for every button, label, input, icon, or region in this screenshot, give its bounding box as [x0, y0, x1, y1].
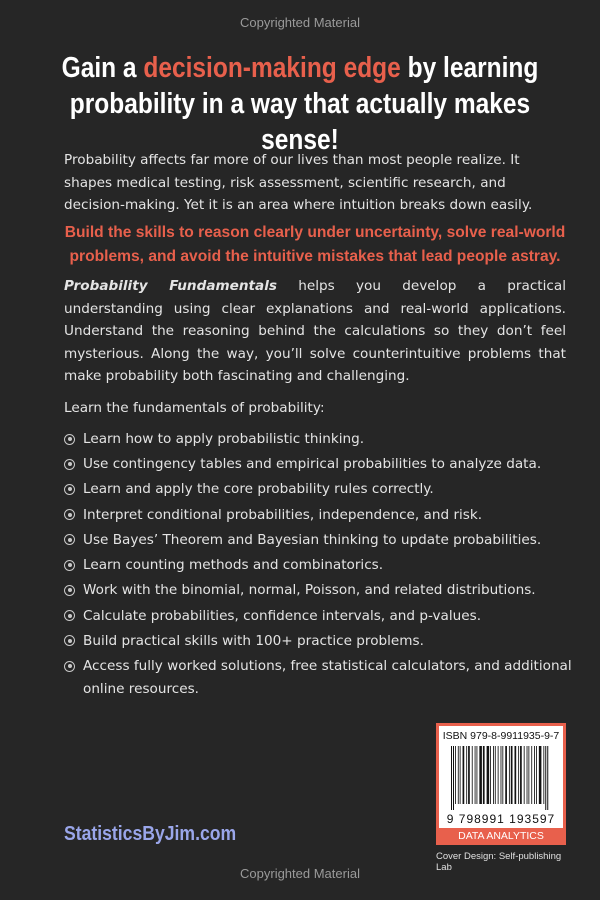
circle-dot-icon [64, 661, 75, 672]
list-item [64, 630, 576, 653]
list-item-text: Use contingency tables and empirical probabilities to analyze data. [83, 456, 542, 473]
barcode-bar [518, 746, 519, 804]
barcode-bar [460, 746, 461, 804]
list-item [64, 655, 576, 700]
list-item-text: Learn how to apply probabilistic thinking. [83, 431, 365, 447]
list-item [64, 428, 576, 451]
headline-accent: decision-making edge [143, 52, 401, 84]
barcode-bar [509, 746, 510, 804]
barcode-icon [449, 746, 553, 810]
headline [59, 50, 541, 158]
barcode-bar [490, 746, 491, 804]
list-item-text: Build practical skills with 100+ practice problems. [83, 632, 424, 649]
list-item [64, 579, 576, 602]
circle-dot-icon [64, 434, 75, 445]
barcode-bar [458, 746, 459, 804]
barcode-bar [539, 746, 542, 804]
barcode-bar [545, 746, 546, 810]
barcode-bar [495, 746, 496, 804]
barcode-number: 9 798991 193597 [446, 812, 556, 826]
list-item [64, 478, 576, 501]
isbn-label: ISBN 979-8-9911935-9-7 [442, 730, 560, 742]
list-item-text: Interpret conditional probabilities, independence, and risk. [83, 506, 483, 523]
cover-credit: Cover Design: Self-publishing Lab [436, 851, 562, 873]
barcode-bar [531, 746, 532, 804]
book-description-text: helps you develop a practical understanding using clear explanations and real-world applications. Understand the reasoning behind the calculations so they don’t feel mysterious. Along the way, you’ll solve counterintuitive problems that make probability both fascinating and challenging. [64, 278, 566, 385]
barcode-bar [515, 746, 517, 804]
headline-text-start: Gain a [61, 52, 144, 84]
watermark-top: Copyrighted Material [240, 15, 360, 30]
barcode-bar [505, 746, 507, 804]
barcode-bar [487, 746, 490, 804]
website-link[interactable]: StatisticsByJim.com [64, 823, 237, 845]
barcode-bar [472, 746, 473, 804]
circle-dot-icon [64, 610, 75, 621]
intro-paragraph: Probability affects far more of our lives than most people realize. It shapes medical testing, risk assessment, scientific research, and decision-making. Yet it is an area where intuition breaks down easily. [64, 152, 533, 214]
list-item [64, 504, 576, 527]
barcode-bar [502, 746, 503, 804]
list-intro: Learn the fundamentals of probability: [64, 400, 325, 416]
circle-dot-icon [64, 635, 75, 646]
circle-dot-icon [64, 560, 75, 571]
barcode-bar [498, 746, 499, 804]
list-item [64, 554, 576, 577]
list-item-text: Work with the binomial, normal, Poisson, and related distributions. [83, 582, 536, 599]
circle-dot-icon [64, 585, 75, 596]
barcode-bar [455, 746, 456, 804]
headline-text-end: by learning probability in a way that actually makes sense! [69, 52, 539, 156]
barcode-bar [483, 746, 485, 804]
barcode-bar [451, 746, 452, 810]
barcode-bar [547, 746, 548, 810]
category-label: DATA ANALYTICS [436, 828, 566, 845]
callout-text: Build the skills to reason clearly under uncertainty, solve real-world problems, and avoid the intuitive mistakes that lead people astray. [64, 224, 566, 265]
list-item-text: Learn and apply the core probability rules correctly. [83, 481, 434, 498]
barcode-bar [536, 746, 537, 804]
barcode-bar [477, 746, 478, 804]
barcode-bar [468, 746, 470, 804]
list-item [64, 605, 576, 628]
barcode-bar [475, 746, 476, 804]
barcode-bar [479, 746, 482, 804]
circle-dot-icon [64, 484, 75, 495]
circle-dot-icon [64, 459, 75, 470]
barcode-bar [534, 746, 535, 804]
barcode-bar [463, 746, 465, 804]
list-item-text: Calculate probabilities, confidence intervals, and p-values. [83, 607, 482, 624]
book-description [64, 275, 566, 388]
list-item-text: Access fully worked solutions, free statistical calculators, and additional online resources. [83, 658, 572, 697]
circle-dot-icon [64, 534, 75, 545]
barcode-bar [524, 746, 525, 804]
barcode-bar [453, 746, 454, 810]
barcode-bar [528, 746, 529, 804]
barcode-bar [543, 746, 544, 804]
barcode-bar [501, 746, 502, 804]
book-title: Probability Fundamentals [64, 278, 277, 294]
barcode-bar [466, 746, 467, 804]
list-item-text: Use Bayes’ Theorem and Bayesian thinking to update probabilities. [83, 531, 542, 548]
list-item-text: Learn counting methods and combinatorics. [83, 557, 384, 574]
bullet-list [64, 428, 576, 703]
barcode-bar [520, 746, 522, 804]
circle-dot-icon [64, 509, 75, 520]
list-item [64, 529, 576, 552]
watermark-bottom: Copyrighted Material [240, 866, 360, 881]
barcode-bar [493, 746, 494, 804]
barcode-bar [527, 746, 528, 804]
barcode-panel [436, 723, 566, 845]
barcode-bar [511, 746, 513, 804]
list-item [64, 453, 576, 476]
